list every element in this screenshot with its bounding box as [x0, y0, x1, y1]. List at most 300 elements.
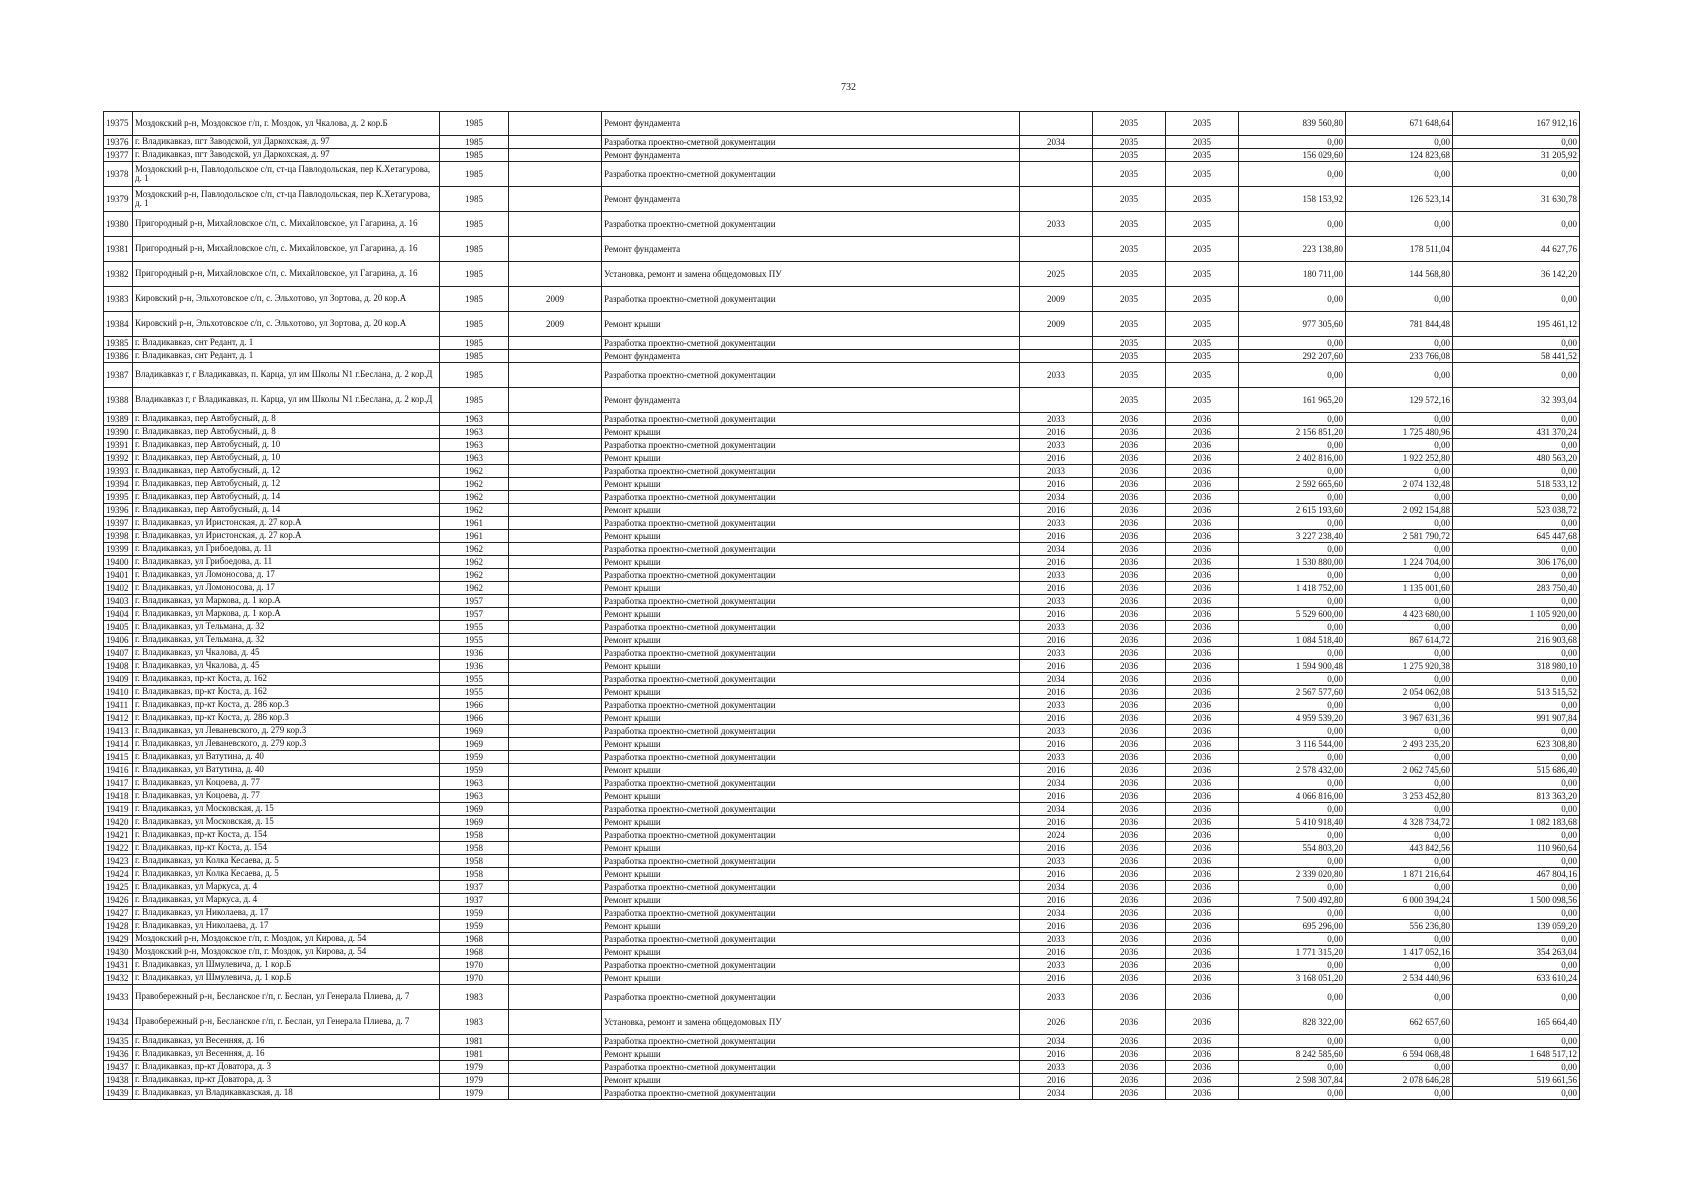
table-row — [104, 136, 1580, 149]
plan-year-end-cell: 2035 — [1166, 212, 1239, 237]
total-cost-cell: 3 227 238,40 — [1239, 530, 1346, 543]
table-row — [104, 829, 1580, 842]
plan-year-start-cell: 2036 — [1093, 842, 1166, 855]
row-number-cell: 19377 — [104, 149, 133, 162]
plan-year-end-cell: 2036 — [1166, 439, 1239, 452]
plan-year-start-cell: 2036 — [1093, 1010, 1166, 1035]
plan-year-end-cell: 2036 — [1166, 1061, 1239, 1074]
fund-cost-cell: 0,00 — [1346, 725, 1453, 738]
plan-year-start-cell: 2035 — [1093, 187, 1166, 212]
build-year-cell: 1962 — [440, 504, 509, 517]
last-work-year-cell: 2033 — [1020, 751, 1093, 764]
row-number-cell: 19422 — [104, 842, 133, 855]
build-year-cell: 1968 — [440, 946, 509, 959]
plan-year-start-cell: 2036 — [1093, 933, 1166, 946]
address-cell: Владикавказ г, г Владикавказ, п. Карца, ул им Школы N1 г.Беслана, д. 2 кор.Д — [133, 388, 440, 413]
owner-cost-cell: 467 804,16 — [1453, 868, 1580, 881]
previous-repair-year-cell — [509, 907, 602, 920]
fund-cost-cell: 0,00 — [1346, 491, 1453, 504]
fund-cost-cell: 0,00 — [1346, 881, 1453, 894]
work-type-cell: Ремонт крыши — [602, 842, 1020, 855]
plan-year-end-cell: 2036 — [1166, 543, 1239, 556]
table-row — [104, 478, 1580, 491]
address-cell: г. Владикавказ, ул Николаева, д. 17 — [133, 920, 440, 933]
row-number-cell: 19396 — [104, 504, 133, 517]
address-cell: Кировский р-н, Эльхотовское с/п, с. Эльхотово, ул Зортова, д. 20 кор.А — [133, 312, 440, 337]
previous-repair-year-cell — [509, 946, 602, 959]
owner-cost-cell: 0,00 — [1453, 595, 1580, 608]
fund-cost-cell: 1 922 252,80 — [1346, 452, 1453, 465]
total-cost-cell: 0,00 — [1239, 933, 1346, 946]
build-year-cell: 1979 — [440, 1074, 509, 1087]
table-row — [104, 491, 1580, 504]
plan-year-end-cell: 2036 — [1166, 465, 1239, 478]
address-cell: Правобережный р-н, Бесланское г/п, г. Беслан, ул Генерала Плиева, д. 7 — [133, 1010, 440, 1035]
work-type-cell: Ремонт крыши — [602, 530, 1020, 543]
address-cell: г. Владикавказ, ул Ломоносова, д. 17 — [133, 582, 440, 595]
total-cost-cell: 0,00 — [1239, 777, 1346, 790]
address-cell: г. Владикавказ, пгт Заводской, ул Даркохская, д. 97 — [133, 136, 440, 149]
previous-repair-year-cell — [509, 1035, 602, 1048]
owner-cost-cell: 513 515,52 — [1453, 686, 1580, 699]
table-row — [104, 725, 1580, 738]
page-number: 732 — [841, 82, 856, 93]
row-number-cell: 19428 — [104, 920, 133, 933]
work-type-cell: Установка, ремонт и замена общедомовых ПУ — [602, 262, 1020, 287]
plan-year-start-cell: 2036 — [1093, 777, 1166, 790]
fund-cost-cell: 124 823,68 — [1346, 149, 1453, 162]
fund-cost-cell: 1 135 001,60 — [1346, 582, 1453, 595]
build-year-cell: 1969 — [440, 803, 509, 816]
total-cost-cell: 8 242 585,60 — [1239, 1048, 1346, 1061]
last-work-year-cell: 2016 — [1020, 556, 1093, 569]
work-type-cell: Ремонт фундамента — [602, 112, 1020, 136]
work-type-cell: Разработка проектно-сметной документации — [602, 647, 1020, 660]
row-number-cell: 19393 — [104, 465, 133, 478]
table-row — [104, 426, 1580, 439]
plan-year-start-cell: 2036 — [1093, 829, 1166, 842]
last-work-year-cell: 2024 — [1020, 829, 1093, 842]
last-work-year-cell: 2034 — [1020, 673, 1093, 686]
last-work-year-cell: 2033 — [1020, 725, 1093, 738]
build-year-cell: 1985 — [440, 187, 509, 212]
owner-cost-cell: 110 960,64 — [1453, 842, 1580, 855]
fund-cost-cell: 0,00 — [1346, 1087, 1453, 1100]
owner-cost-cell: 139 059,20 — [1453, 920, 1580, 933]
work-type-cell: Разработка проектно-сметной документации — [602, 881, 1020, 894]
build-year-cell: 1981 — [440, 1048, 509, 1061]
last-work-year-cell: 2016 — [1020, 634, 1093, 647]
table-row — [104, 1035, 1580, 1048]
last-work-year-cell: 2033 — [1020, 517, 1093, 530]
previous-repair-year-cell — [509, 894, 602, 907]
plan-year-end-cell: 2036 — [1166, 881, 1239, 894]
table-row — [104, 777, 1580, 790]
address-cell: Пригородный р-н, Михайловское с/п, с. Михайловское, ул Гагарина, д. 16 — [133, 262, 440, 287]
last-work-year-cell: 2016 — [1020, 452, 1093, 465]
table-row — [104, 1074, 1580, 1087]
build-year-cell: 1985 — [440, 363, 509, 388]
plan-year-start-cell: 2036 — [1093, 439, 1166, 452]
owner-cost-cell: 32 393,04 — [1453, 388, 1580, 413]
owner-cost-cell: 0,00 — [1453, 543, 1580, 556]
build-year-cell: 1979 — [440, 1061, 509, 1074]
plan-year-end-cell: 2036 — [1166, 738, 1239, 751]
table-row — [104, 1010, 1580, 1035]
address-cell: г. Владикавказ, ул Шмулевича, д. 1 кор.Б — [133, 959, 440, 972]
plan-year-end-cell: 2036 — [1166, 647, 1239, 660]
address-cell: г. Владикавказ, ул Леваневского, д. 279 кор.3 — [133, 725, 440, 738]
row-number-cell: 19376 — [104, 136, 133, 149]
last-work-year-cell: 2016 — [1020, 972, 1093, 985]
previous-repair-year-cell — [509, 855, 602, 868]
owner-cost-cell: 431 370,24 — [1453, 426, 1580, 439]
last-work-year-cell: 2034 — [1020, 1087, 1093, 1100]
fund-cost-cell: 2 534 440,96 — [1346, 972, 1453, 985]
fund-cost-cell: 0,00 — [1346, 287, 1453, 312]
total-cost-cell: 0,00 — [1239, 699, 1346, 712]
last-work-year-cell: 2033 — [1020, 933, 1093, 946]
plan-year-end-cell: 2036 — [1166, 1048, 1239, 1061]
total-cost-cell: 292 207,60 — [1239, 350, 1346, 363]
owner-cost-cell: 0,00 — [1453, 647, 1580, 660]
previous-repair-year-cell — [509, 337, 602, 350]
work-type-cell: Ремонт крыши — [602, 582, 1020, 595]
last-work-year-cell: 2016 — [1020, 816, 1093, 829]
row-number-cell: 19433 — [104, 985, 133, 1010]
plan-year-end-cell: 2036 — [1166, 569, 1239, 582]
work-type-cell: Ремонт фундамента — [602, 350, 1020, 363]
owner-cost-cell: 0,00 — [1453, 1061, 1580, 1074]
fund-cost-cell: 0,00 — [1346, 647, 1453, 660]
build-year-cell: 1985 — [440, 262, 509, 287]
row-number-cell: 19378 — [104, 162, 133, 187]
previous-repair-year-cell — [509, 933, 602, 946]
plan-year-start-cell: 2036 — [1093, 907, 1166, 920]
last-work-year-cell: 2033 — [1020, 959, 1093, 972]
previous-repair-year-cell — [509, 920, 602, 933]
fund-cost-cell: 2 493 235,20 — [1346, 738, 1453, 751]
address-cell: г. Владикавказ, ул Коцоева, д. 77 — [133, 790, 440, 803]
last-work-year-cell — [1020, 187, 1093, 212]
total-cost-cell: 4 066 816,00 — [1239, 790, 1346, 803]
previous-repair-year-cell — [509, 478, 602, 491]
plan-year-start-cell: 2036 — [1093, 660, 1166, 673]
row-number-cell: 19423 — [104, 855, 133, 868]
plan-year-end-cell: 2035 — [1166, 149, 1239, 162]
previous-repair-year-cell — [509, 673, 602, 686]
build-year-cell: 1985 — [440, 162, 509, 187]
fund-cost-cell: 0,00 — [1346, 569, 1453, 582]
fund-cost-cell: 0,00 — [1346, 439, 1453, 452]
plan-year-start-cell: 2036 — [1093, 582, 1166, 595]
plan-year-start-cell: 2036 — [1093, 790, 1166, 803]
work-type-cell: Ремонт крыши — [602, 608, 1020, 621]
total-cost-cell: 0,00 — [1239, 363, 1346, 388]
row-number-cell: 19436 — [104, 1048, 133, 1061]
previous-repair-year-cell — [509, 751, 602, 764]
plan-year-start-cell: 2035 — [1093, 149, 1166, 162]
build-year-cell: 1958 — [440, 868, 509, 881]
plan-year-start-cell: 2036 — [1093, 452, 1166, 465]
total-cost-cell: 2 598 307,84 — [1239, 1074, 1346, 1087]
table-row — [104, 1061, 1580, 1074]
plan-year-start-cell: 2036 — [1093, 556, 1166, 569]
row-number-cell: 19439 — [104, 1087, 133, 1100]
last-work-year-cell: 2016 — [1020, 1048, 1093, 1061]
plan-year-end-cell: 2036 — [1166, 933, 1239, 946]
plan-year-end-cell: 2036 — [1166, 686, 1239, 699]
table-row — [104, 868, 1580, 881]
previous-repair-year-cell — [509, 803, 602, 816]
total-cost-cell: 3 168 051,20 — [1239, 972, 1346, 985]
work-type-cell: Разработка проектно-сметной документации — [602, 363, 1020, 388]
table-row — [104, 465, 1580, 478]
work-type-cell: Ремонт фундамента — [602, 187, 1020, 212]
last-work-year-cell: 2033 — [1020, 363, 1093, 388]
previous-repair-year-cell — [509, 149, 602, 162]
build-year-cell: 1985 — [440, 312, 509, 337]
build-year-cell: 1955 — [440, 621, 509, 634]
owner-cost-cell: 623 308,80 — [1453, 738, 1580, 751]
work-type-cell: Разработка проектно-сметной документации — [602, 491, 1020, 504]
row-number-cell: 19399 — [104, 543, 133, 556]
address-cell: г. Владикавказ, ул Чкалова, д. 45 — [133, 647, 440, 660]
table-row — [104, 855, 1580, 868]
work-type-cell: Разработка проектно-сметной документации — [602, 699, 1020, 712]
row-number-cell: 19381 — [104, 237, 133, 262]
total-cost-cell: 4 959 539,20 — [1239, 712, 1346, 725]
owner-cost-cell: 354 263,04 — [1453, 946, 1580, 959]
owner-cost-cell: 31 630,78 — [1453, 187, 1580, 212]
row-number-cell: 19385 — [104, 337, 133, 350]
row-number-cell: 19400 — [104, 556, 133, 569]
owner-cost-cell: 0,00 — [1453, 959, 1580, 972]
row-number-cell: 19410 — [104, 686, 133, 699]
owner-cost-cell: 0,00 — [1453, 491, 1580, 504]
fund-cost-cell: 0,00 — [1346, 413, 1453, 426]
table-row — [104, 569, 1580, 582]
row-number-cell: 19421 — [104, 829, 133, 842]
total-cost-cell: 161 965,20 — [1239, 388, 1346, 413]
plan-year-start-cell: 2035 — [1093, 162, 1166, 187]
table-row — [104, 660, 1580, 673]
previous-repair-year-cell — [509, 764, 602, 777]
address-cell: г. Владикавказ, ул Тельмана, д. 32 — [133, 621, 440, 634]
owner-cost-cell: 523 038,72 — [1453, 504, 1580, 517]
table-row — [104, 686, 1580, 699]
previous-repair-year-cell — [509, 262, 602, 287]
address-cell: г. Владикавказ, пер Автобусный, д. 12 — [133, 465, 440, 478]
build-year-cell: 1966 — [440, 699, 509, 712]
fund-cost-cell: 2 062 745,60 — [1346, 764, 1453, 777]
plan-year-end-cell: 2035 — [1166, 237, 1239, 262]
previous-repair-year-cell — [509, 829, 602, 842]
build-year-cell: 1985 — [440, 149, 509, 162]
plan-year-start-cell: 2035 — [1093, 388, 1166, 413]
row-number-cell: 19389 — [104, 413, 133, 426]
total-cost-cell: 1 594 900,48 — [1239, 660, 1346, 673]
row-number-cell: 19382 — [104, 262, 133, 287]
work-type-cell: Ремонт крыши — [602, 972, 1020, 985]
table-row — [104, 112, 1580, 136]
plan-year-start-cell: 2035 — [1093, 287, 1166, 312]
owner-cost-cell: 0,00 — [1453, 569, 1580, 582]
last-work-year-cell: 2016 — [1020, 842, 1093, 855]
owner-cost-cell: 0,00 — [1453, 517, 1580, 530]
plan-year-start-cell: 2036 — [1093, 673, 1166, 686]
row-number-cell: 19380 — [104, 212, 133, 237]
address-cell: г. Владикавказ, пр-кт Коста, д. 154 — [133, 842, 440, 855]
plan-year-start-cell: 2035 — [1093, 262, 1166, 287]
plan-year-start-cell: 2036 — [1093, 920, 1166, 933]
total-cost-cell: 0,00 — [1239, 136, 1346, 149]
plan-year-end-cell: 2036 — [1166, 751, 1239, 764]
total-cost-cell: 0,00 — [1239, 491, 1346, 504]
plan-year-end-cell: 2036 — [1166, 790, 1239, 803]
build-year-cell: 1959 — [440, 907, 509, 920]
owner-cost-cell: 0,00 — [1453, 337, 1580, 350]
previous-repair-year-cell — [509, 136, 602, 149]
plan-year-start-cell: 2035 — [1093, 312, 1166, 337]
owner-cost-cell: 0,00 — [1453, 985, 1580, 1010]
total-cost-cell: 828 322,00 — [1239, 1010, 1346, 1035]
work-type-cell: Ремонт фундамента — [602, 388, 1020, 413]
table-row — [104, 1087, 1580, 1100]
table-row — [104, 894, 1580, 907]
table-row — [104, 647, 1580, 660]
last-work-year-cell: 2009 — [1020, 312, 1093, 337]
row-number-cell: 19414 — [104, 738, 133, 751]
table-row — [104, 287, 1580, 312]
total-cost-cell: 2 402 816,00 — [1239, 452, 1346, 465]
repair-schedule-table — [103, 111, 1580, 1100]
table-row — [104, 212, 1580, 237]
plan-year-start-cell: 2036 — [1093, 1087, 1166, 1100]
plan-year-start-cell: 2036 — [1093, 1048, 1166, 1061]
plan-year-start-cell: 2036 — [1093, 816, 1166, 829]
owner-cost-cell: 0,00 — [1453, 725, 1580, 738]
previous-repair-year-cell — [509, 842, 602, 855]
previous-repair-year-cell — [509, 881, 602, 894]
address-cell: г. Владикавказ, ул Ватутина, д. 40 — [133, 764, 440, 777]
address-cell: г. Владикавказ, ул Колка Кесаева, д. 5 — [133, 855, 440, 868]
address-cell: г. Владикавказ, пер Автобусный, д. 8 — [133, 413, 440, 426]
build-year-cell: 1981 — [440, 1035, 509, 1048]
plan-year-end-cell: 2036 — [1166, 413, 1239, 426]
previous-repair-year-cell: 2009 — [509, 287, 602, 312]
row-number-cell: 19384 — [104, 312, 133, 337]
build-year-cell: 1962 — [440, 491, 509, 504]
fund-cost-cell: 443 842,56 — [1346, 842, 1453, 855]
table-row — [104, 262, 1580, 287]
address-cell: Моздокский р-н, Павлодольское с/п, ст-ца Павлодольская, пер К.Хетагурова, д. 1 — [133, 187, 440, 212]
last-work-year-cell: 2034 — [1020, 907, 1093, 920]
row-number-cell: 19388 — [104, 388, 133, 413]
owner-cost-cell: 1 500 098,56 — [1453, 894, 1580, 907]
total-cost-cell: 0,00 — [1239, 517, 1346, 530]
fund-cost-cell: 144 568,80 — [1346, 262, 1453, 287]
table-row — [104, 803, 1580, 816]
work-type-cell: Разработка проектно-сметной документации — [602, 212, 1020, 237]
plan-year-start-cell: 2036 — [1093, 881, 1166, 894]
previous-repair-year-cell — [509, 738, 602, 751]
address-cell: г. Владикавказ, ул Московская, д. 15 — [133, 803, 440, 816]
address-cell: г. Владикавказ, ул Иристонская, д. 27 кор.А — [133, 517, 440, 530]
previous-repair-year-cell — [509, 569, 602, 582]
table-row — [104, 504, 1580, 517]
previous-repair-year-cell — [509, 350, 602, 363]
address-cell: г. Владикавказ, пр-кт Коста, д. 154 — [133, 829, 440, 842]
table-row — [104, 350, 1580, 363]
address-cell: г. Владикавказ, пер Автобусный, д. 14 — [133, 504, 440, 517]
fund-cost-cell: 178 511,04 — [1346, 237, 1453, 262]
table-row — [104, 363, 1580, 388]
plan-year-end-cell: 2036 — [1166, 699, 1239, 712]
last-work-year-cell: 2026 — [1020, 1010, 1093, 1035]
owner-cost-cell: 0,00 — [1453, 881, 1580, 894]
build-year-cell: 1962 — [440, 582, 509, 595]
work-type-cell: Ремонт крыши — [602, 634, 1020, 647]
plan-year-start-cell: 2036 — [1093, 426, 1166, 439]
last-work-year-cell: 2033 — [1020, 699, 1093, 712]
row-number-cell: 19402 — [104, 582, 133, 595]
row-number-cell: 19395 — [104, 491, 133, 504]
plan-year-start-cell: 2036 — [1093, 569, 1166, 582]
build-year-cell: 1969 — [440, 738, 509, 751]
address-cell: г. Владикавказ, ул Грибоедова, д. 11 — [133, 556, 440, 569]
owner-cost-cell: 0,00 — [1453, 136, 1580, 149]
total-cost-cell: 0,00 — [1239, 569, 1346, 582]
address-cell: Моздокский р-н, Моздокское г/п, г. Моздок, ул Кирова, д. 54 — [133, 946, 440, 959]
owner-cost-cell: 0,00 — [1453, 673, 1580, 686]
address-cell: г. Владикавказ, ул Ломоносова, д. 17 — [133, 569, 440, 582]
plan-year-end-cell: 2036 — [1166, 1087, 1239, 1100]
plan-year-end-cell: 2035 — [1166, 162, 1239, 187]
plan-year-end-cell: 2036 — [1166, 816, 1239, 829]
build-year-cell: 1985 — [440, 388, 509, 413]
row-number-cell: 19425 — [104, 881, 133, 894]
previous-repair-year-cell — [509, 465, 602, 478]
plan-year-start-cell: 2036 — [1093, 712, 1166, 725]
total-cost-cell: 0,00 — [1239, 985, 1346, 1010]
fund-cost-cell: 0,00 — [1346, 985, 1453, 1010]
build-year-cell: 1936 — [440, 647, 509, 660]
plan-year-start-cell: 2036 — [1093, 465, 1166, 478]
owner-cost-cell: 0,00 — [1453, 621, 1580, 634]
row-number-cell: 19406 — [104, 634, 133, 647]
build-year-cell: 1937 — [440, 894, 509, 907]
last-work-year-cell: 2034 — [1020, 136, 1093, 149]
address-cell: Моздокский р-н, Павлодольское с/п, ст-ца Павлодольская, пер К.Хетагурова, д. 1 — [133, 162, 440, 187]
build-year-cell: 1962 — [440, 569, 509, 582]
build-year-cell: 1985 — [440, 136, 509, 149]
previous-repair-year-cell — [509, 972, 602, 985]
total-cost-cell: 2 615 193,60 — [1239, 504, 1346, 517]
owner-cost-cell: 991 907,84 — [1453, 712, 1580, 725]
work-type-cell: Разработка проектно-сметной документации — [602, 162, 1020, 187]
fund-cost-cell: 0,00 — [1346, 337, 1453, 350]
table-row — [104, 712, 1580, 725]
plan-year-end-cell: 2036 — [1166, 660, 1239, 673]
build-year-cell: 1963 — [440, 426, 509, 439]
total-cost-cell: 0,00 — [1239, 287, 1346, 312]
plan-year-start-cell: 2035 — [1093, 112, 1166, 136]
previous-repair-year-cell — [509, 1087, 602, 1100]
plan-year-end-cell: 2036 — [1166, 478, 1239, 491]
owner-cost-cell: 44 627,76 — [1453, 237, 1580, 262]
last-work-year-cell: 2016 — [1020, 426, 1093, 439]
